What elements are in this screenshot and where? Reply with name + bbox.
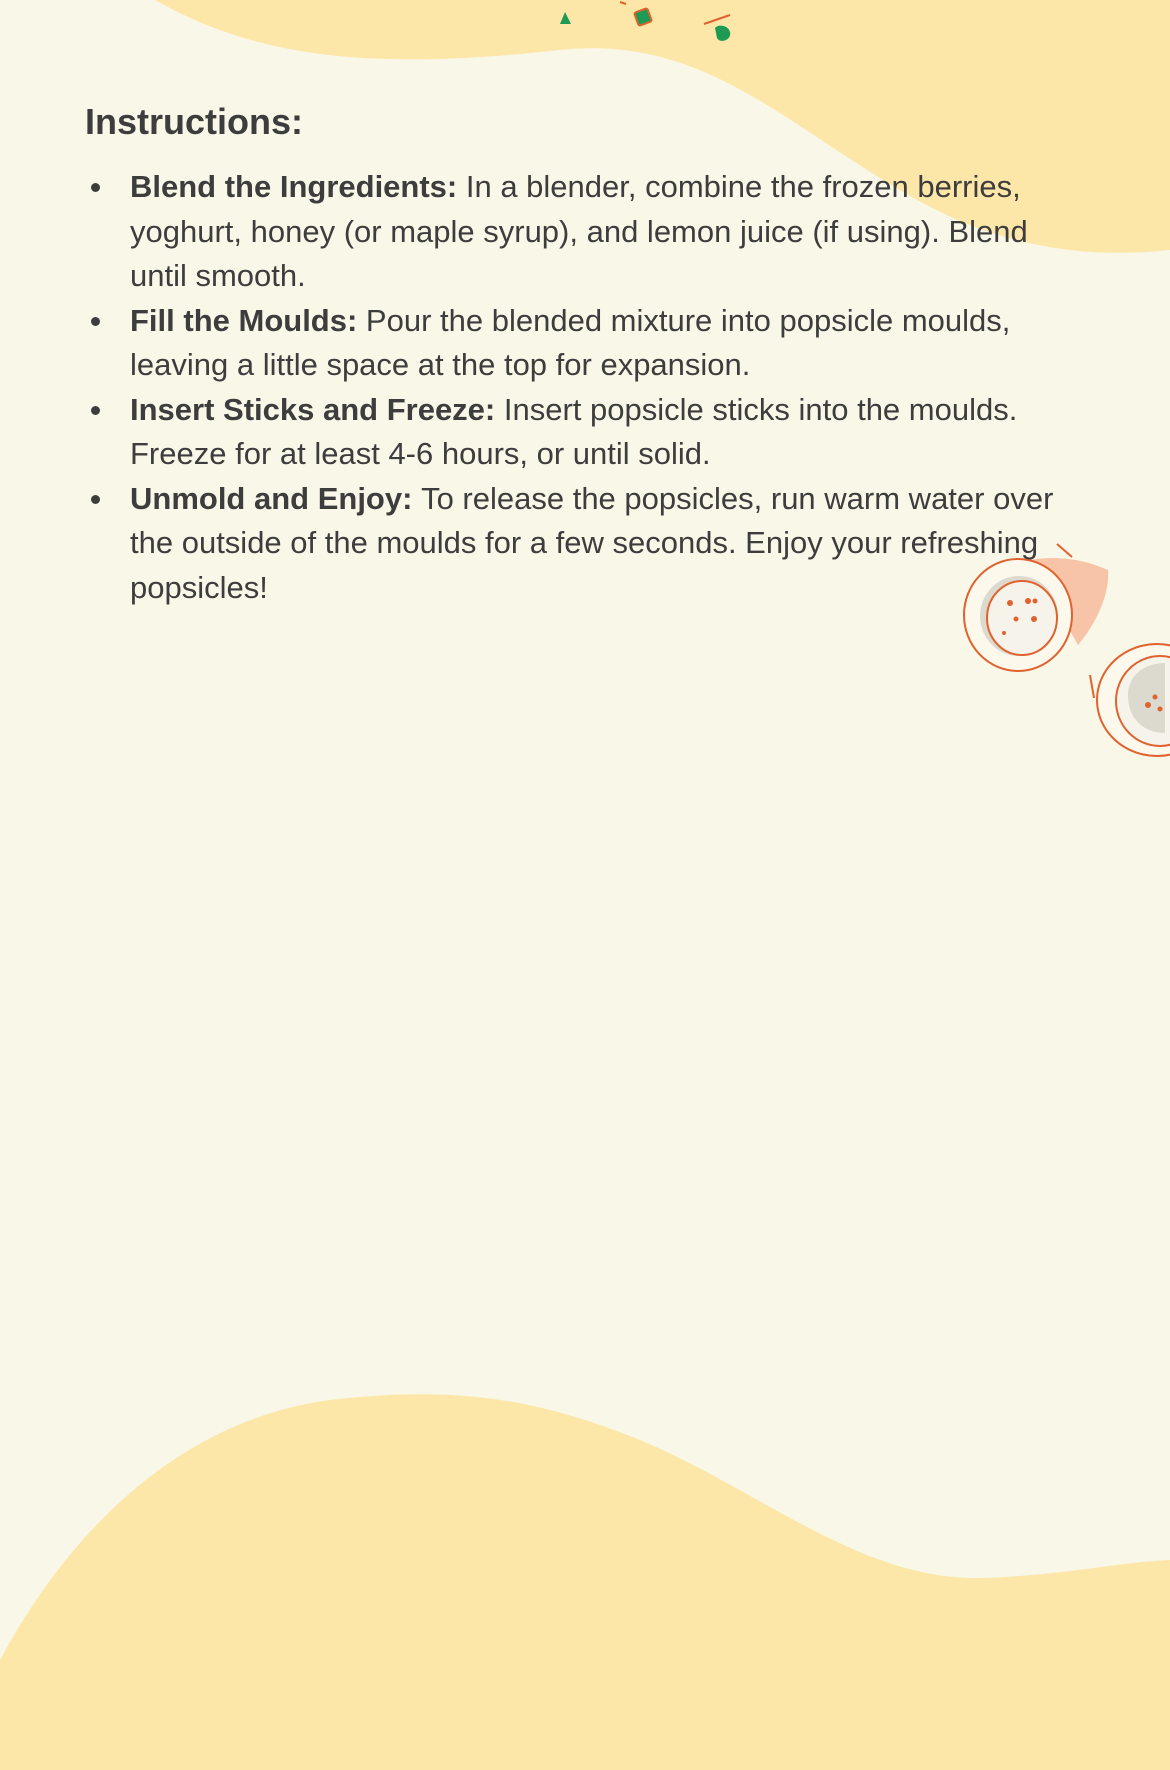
leaf-confetti-decoration (550, 0, 750, 50)
instruction-step (85, 299, 1075, 388)
step-title: Unmold and Enjoy: (130, 480, 422, 516)
instruction-step (85, 388, 1075, 477)
step-text: In a blender, combine the frozen berries, yoghurt, honey (or maple syrup), and lemon juice (if using). Blend until smooth. (130, 169, 1028, 294)
step-title: Insert Sticks and Freeze: (130, 391, 504, 427)
instruction-step (85, 477, 1075, 611)
step-title: Fill the Moulds: (130, 302, 366, 338)
leaf-icon (634, 8, 652, 26)
step-text: To release the popsicles, run warm water over the outside of the moulds for a few seconds. Enjoy your refreshing popsicles! (130, 480, 1054, 605)
instructions-heading: Instructions: (85, 101, 304, 142)
bullet-icon (91, 495, 100, 504)
instructions-section (85, 100, 1075, 610)
bullet-icon (91, 317, 100, 326)
instructions-list (85, 165, 1075, 610)
leaf-icon (560, 12, 571, 24)
wave-bottom (0, 1394, 1170, 1770)
leaf-icon (715, 26, 730, 41)
bullet-icon (91, 183, 100, 192)
step-title: Blend the Ingredients: (130, 169, 466, 205)
instruction-step (85, 165, 1075, 299)
step-text: Pour the blended mixture into popsicle moulds, leaving a little space at the top for expansion. (130, 302, 1011, 383)
fruit-slice-icon (1090, 644, 1170, 756)
bullet-icon (91, 406, 100, 415)
step-text: Insert popsicle sticks into the moulds. Freeze for at least 4-6 hours, or until solid. (130, 391, 1018, 472)
